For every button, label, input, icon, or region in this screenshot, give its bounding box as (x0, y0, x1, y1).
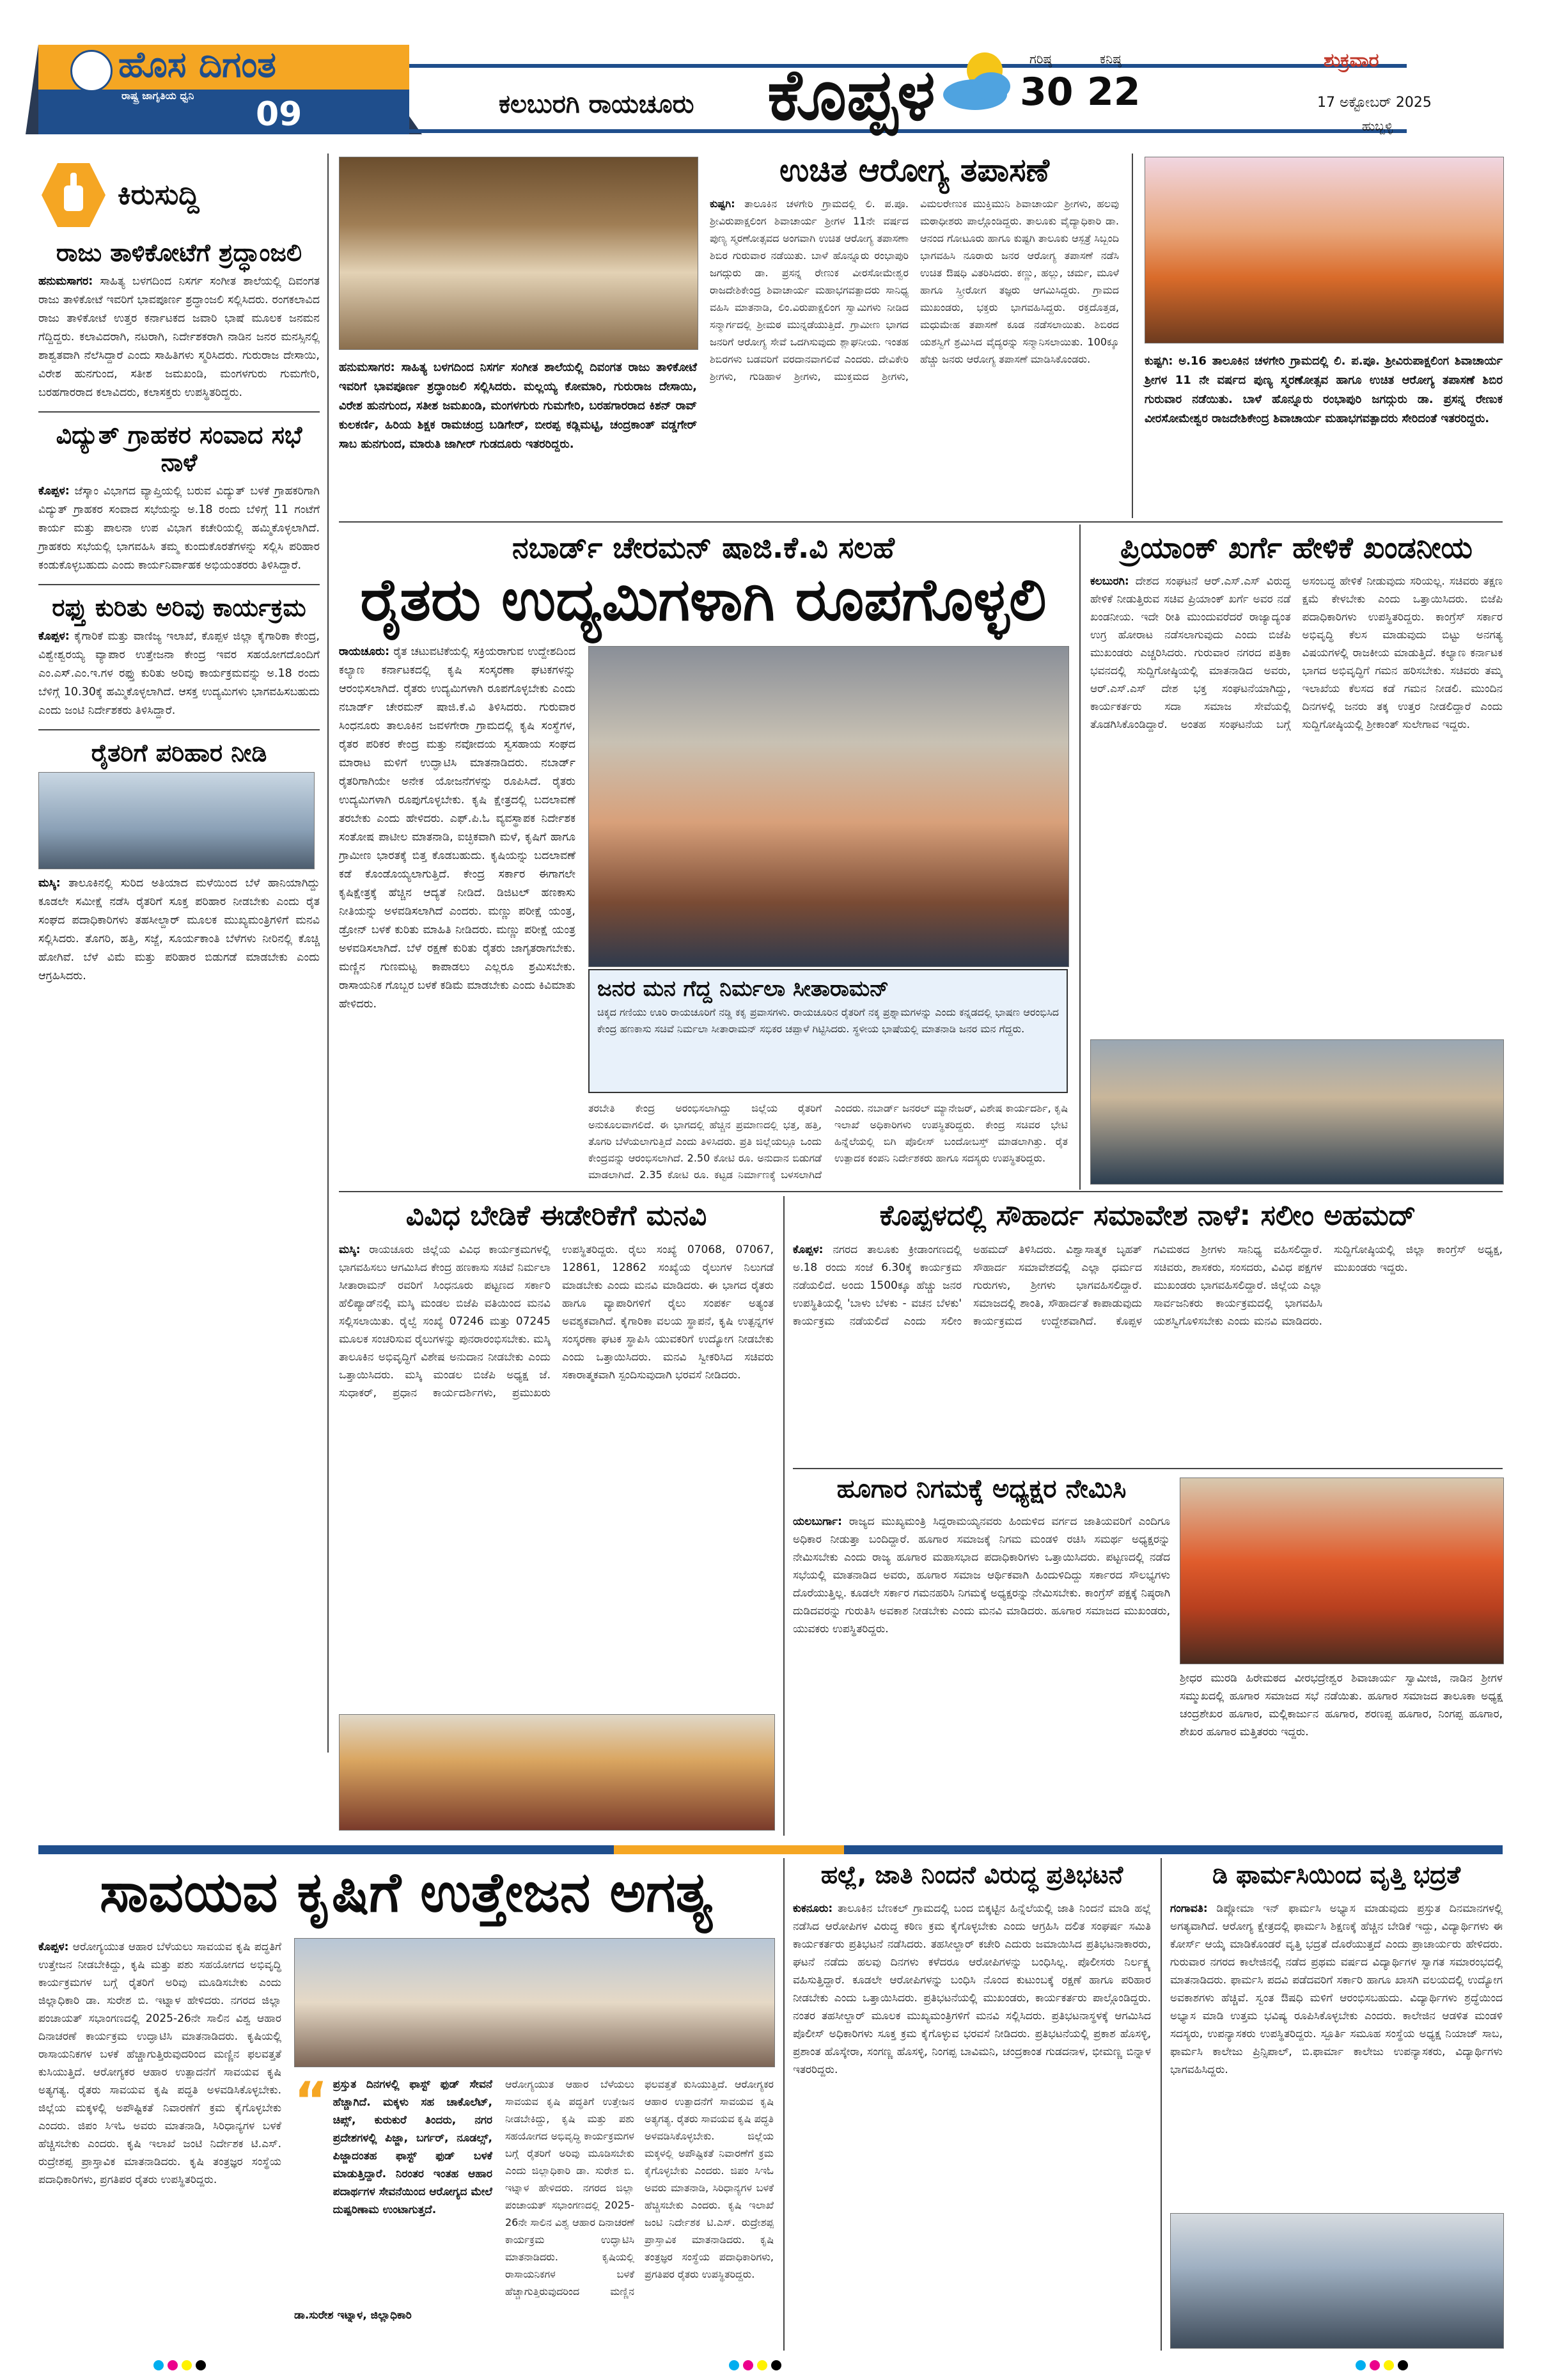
weather-cloud-icon (940, 45, 1017, 115)
organic-dateline: ಕೊಪ್ಪಳ: (38, 1941, 69, 1953)
pharma-body-block (1170, 1900, 1503, 2207)
brief-item (38, 239, 320, 402)
priyank-body: ದೇಶದ ಸಂಘಟನೆ ಆರ್.ಎಸ್.ಎಸ್ ವಿರುದ್ಧ ಹೇಳಿಕೆ ನೀಡುತ್ತಿರುವ ಸಚಿವ ಪ್ರಿಯಾಂಕ್ ಖರ್ಗೆ ಅವರ ನಡೆ ಖಂಡನೀಯ. ಇದೇ ರೀತಿ ಮುಂದುವರೆದರೆ ರಾಜ್ಯಾದ್ಯಂತ ಉಗ್ರ ಹೋರಾಟ ನಡೆಸಲಾಗುವುದು ಎಂದು ಬಿಜೆಪಿ ಮುಖಂಡರು ಎಚ್ಚರಿಸಿದರು. ಗುರುವಾರ ನಗರದ ಪತ್ರಿಕಾ ಭವನದಲ್ಲಿ ಸುದ್ದಿಗೋಷ್ಠಿಯಲ್ಲಿ ಮಾತನಾಡಿದ ಅವರು, ಆರ್.ಎಸ್.ಎಸ್ ದೇಶ ಭಕ್ತ ಸಂಘಟನೆಯಾಗಿದ್ದು, ಕಾರ್ಯಕರ್ತರು ಸದಾ ಸಮಾಜ ಸೇವೆಯಲ್ಲಿ ತೊಡಗಿಸಿಕೊಂಡಿದ್ದಾರೆ. ಅಂತಹ ಸಂಘಟನೆಯ ಬಗ್ಗೆ ಅಸಂಬದ್ಧ ಹೇಳಿಕೆ ನೀಡುವುದು ಸರಿಯಲ್ಲ. ಸಚಿವರು ತಕ್ಷಣ ಕ್ಷಮೆ ಕೇಳಬೇಕು ಎಂದು ಒತ್ತಾಯಿಸಿದರು. ಬಿಜೆಪಿ ಪದಾಧಿಕಾರಿಗಳು ಉಪಸ್ಥಿತರಿದ್ದರು. ಕಾಂಗ್ರೆಸ್ ಸರ್ಕಾರ ಅಭಿವೃದ್ಧಿ ಕೆಲಸ ಮಾಡುವುದು ಬಿಟ್ಟು ಅನಗತ್ಯ ವಿಷಯಗಳಲ್ಲಿ ರಾಜಕೀಯ ಮಾಡುತ್ತಿದೆ. ಕಲ್ಯಾಣ ಕರ್ನಾಟಕ ಭಾಗದ ಅಭಿವೃದ್ಧಿಗೆ ಗಮನ ಹರಿಸಬೇಕು. ಸಚಿವರು ತಮ್ಮ ಇಲಾಖೆಯ ಕೆಲಸದ ಕಡೆ ಗಮನ ನೀಡಲಿ. ಮುಂದಿನ ದಿನಗಳಲ್ಲಿ ಜನರು ತಕ್ಕ ಉತ್ತರ ನೀಡಲಿದ್ದಾರೆ ಎಂದು ಸುದ್ದಿಗೋಷ್ಠಿಯಲ್ಲಿ ಶ್ರೀಕಾಂತ್ ಸುಲೇಗಾವ ಇದ್ದರು. (1090, 575, 1503, 731)
health-title: ಉಚಿತ ಆರೋಗ್ಯ ತಪಾಸಣೆ (779, 152, 1050, 189)
pharma-dateline: ಗಂಗಾವತಿ: (1170, 1902, 1208, 1915)
brief-body: ಜೆಸ್ಕಾಂ ವಿಭಾಗದ ವ್ಯಾಪ್ತಿಯಲ್ಲಿ ಬರುವ ವಿದ್ಯುತ್ ಬಳಕೆ ಗ್ರಾಹಕರಿಗಾಗಿ ವಿದ್ಯುತ್ ಗ್ರಾಹಕರ ಸಂವಾದ ಸಭೆಯನ್ನು ಅ.18 ರಂದು ಬೆಳಿಗ್ಗೆ 11 ಗಂಟೆಗೆ ಕಾರ್ಯ ಮತ್ತು ಪಾಲನಾ ಉಪ ವಿಭಾಗ ಕಚೇರಿಯಲ್ಲಿ ಹಮ್ಮಿಕೊಳ್ಳಲಾಗಿದೆ. ಗ್ರಾಹಕರು ಸಭೆಯಲ್ಲಿ ಭಾಗವಹಿಸಿ ತಮ್ಮ ಕುಂದುಕೊರತೆಗಳನ್ನು ಸಲ್ಲಿಸಿ ಪರಿಹಾರ ಕಂಡುಕೊಳ್ಳಬಹುದು ಎಂದು ಕಾರ್ಯನಿರ್ವಾಹಕ ಅಭಿಯಂತರರು ತಿಳಿಸಿದ್ದಾರೆ. (38, 485, 320, 572)
organic-body-block (38, 1938, 281, 2347)
health-body: ತಾಲೂಕಿನ ಚಳಗೇರಿ ಗ್ರಾಮದಲ್ಲಿ ಲಿ. ಪ.ಪೂ. ಶ್ರೀವಿರುಪಾಕ್ಷಲಿಂಗ ಶಿವಾಚಾರ್ಯ ಶ್ರೀಗಳ 11ನೇ ವರ್ಷದ ಪುಣ್ಯ ಸ್ಮರಣೋತ್ಸವದ ಅಂಗವಾಗಿ ಉಚಿತ ಆರೋಗ್ಯ ತಪಾಸಣಾ ಶಿಬಿರ ಗುರುವಾರ ನಡೆಯಿತು. ಬಾಳೆ ಹೊನ್ನೂರು ರಂಭಾಪುರಿ ಜಗದ್ಗುರು ಡಾ. ಪ್ರಸನ್ನ ರೇಣುಕ ವೀರಸೋಮೇಶ್ವರ ರಾಜದೇಶಿಕೇಂದ್ರ ಶಿವಾಚಾರ್ಯ ಮಹಾಭಗವತ್ಪಾದರು ಸಾನಿಧ್ಯ ವಹಿಸಿ ಮಾತನಾಡಿ, ಲಿಂ.ವಿರುಪಾಕ್ಷಲಿಂಗ ಸ್ವಾಮಿಗಳು ನೀಡಿದ ಸನ್ಮಾರ್ಗದಲ್ಲಿ ಶ್ರೀಮಠ ಮುನ್ನಡೆಯುತ್ತಿದೆ. ಗ್ರಾಮೀಣ ಭಾಗದ ಜನರಿಗೆ ಆರೋಗ್ಯ ಸೇವೆ ಒದಗಿಸುವುದು ಶ್ಲಾಘನೀಯ. ಇಂತಹ ಶಿಬಿರಗಳು ಬಡವರಿಗೆ ವರದಾನವಾಗಲಿವೆ ಎಂದರು. ದೇವಿಕೇರಿ ಶ್ರೀಗಳು, ಗುಡಿಹಾಳ ಶ್ರೀಗಳು, ಮುಕ್ತಮದ ಶ್ರೀಗಳು, ವಿಮಲರೇಣುಕ ಮುಕ್ತಿಮುನಿ ಶಿವಾಚಾರ್ಯ ಶ್ರೀಗಳು, ಹಲವು ಮಠಾಧೀಶರು ಪಾಲ್ಗೊಂಡಿದ್ದರು. ತಾಲೂಕು ವೈದ್ಯಾಧಿಕಾರಿ ಡಾ. ಆನಂದ ಗೋಟೂರು ಹಾಗೂ ಕುಷ್ಟಗಿ ತಾಲೂಕು ಆಸ್ಪತ್ರೆ ಸಿಬ್ಬಂದಿ ಭಾಗವಹಿಸಿ ನೂರಾರು ಜನರ ಆರೋಗ್ಯ ತಪಾಸಣೆ ನಡೆಸಿ ಉಚಿತ ಔಷಧಿ ವಿತರಿಸಿದರು. ಕಣ್ಣು, ಹಲ್ಲು, ಚರ್ಮ, ಮೂಳೆ ಹಾಗೂ ಸ್ತ್ರೀರೋಗ ತಜ್ಞರು ಆಗಮಿಸಿದ್ದರು. ಗ್ರಾಮದ ಮುಖಂಡರು, ಭಕ್ತರು ಭಾಗವಹಿಸಿದ್ದರು. ರಕ್ತದೊತ್ತಡ, ಮಧುಮೇಹ ತಪಾಸಣೆ ಕೂಡ ನಡೆಸಲಾಯಿತು. ಶಿಬಿರದ ಯಶಸ್ವಿಗೆ ಶ್ರಮಿಸಿದ ವೈದ್ಯರನ್ನು ಸನ್ಮಾನಿಸಲಾಯಿತು. 100ಕ್ಕೂ ಹೆಚ್ಚು ಜನರು ಆರೋಗ್ಯ ತಪಾಸಣೆ ಮಾಡಿಸಿಕೊಂಡರು. (710, 198, 1119, 382)
brief-dateline: ಕೊಪ್ಪಳ: (38, 629, 70, 643)
brief-dateline: ಕೊಪ್ಪಳ: (38, 485, 70, 498)
tribute-photo-caption: ಹನುಮಸಾಗರ: ಸಾಹಿತ್ಯ ಬಳಗದಿಂದ ನಿಸರ್ಗ ಸಂಗೀತ ಶಾಲೆಯಲ್ಲಿ ದಿವಂಗತ ರಾಜು ತಾಳಿಕೋಟೆ ಇವರಿಗೆ ಭಾವಪೂರ್ಣ ಶ್ರದ್ಧಾಂಜಲಿ ಸಲ್ಲಿಸಿದರು. ಮಲ್ಲಯ್ಯ ಕೋಮಾರಿ, ಗುರುರಾಜ ದೇಸಾಯಿ, ವಿರೇಶ ಹುನಗುಂದ, ಸತೀಶ ಜಮಖಂಡಿ, ಮಂಗಳಗುರು ಗುಮಗೇರಿ, ಬರಹಗಾರರಾದ ಕಿಶನ್ ರಾವ್ ಕುಲಕರ್ಣಿ, ಹಿರಿಯ ಶಿಕ್ಷಕ ರಾಮಚಂದ್ರ ಬಡಿಗೇರ್, ಬೀರಪ್ಪ ಕಡ್ಲಿಮಟ್ಟಿ, ಚಂದ್ರಕಾಂತ್ ವಡ್ಡಗೇರ್ ಸಾಬ ಹುನಗುಂದ, ಮಾರುತಿ ಜಾಗೀರ್ ಗುಡದೂರು ಇತರರಿದ್ದರು. (339, 361, 697, 451)
organic-body: ಆರೋಗ್ಯಯುತ ಆಹಾರ ಬೆಳೆಯಲು ಸಾವಯವ ಕೃಷಿ ಪದ್ಧತಿಗೆ ಉತ್ತೇಜನ ನೀಡಬೇಕಿದ್ದು, ಕೃಷಿ ಮತ್ತು ಪಶು ಸಹಯೋಗದ ಅಭಿವೃದ್ಧಿ ಕಾರ್ಯಕ್ರಮಗಳ ಬಗ್ಗೆ ರೈತರಿಗೆ ಅರಿವು ಮೂಡಿಸಬೇಕು ಎಂದು ಜಿಲ್ಲಾಧಿಕಾರಿ ಡಾ. ಸುರೇಶ ಬಿ. ಇಟ್ನಾಳ ಹೇಳಿದರು. ನಗರದ ಜಿಲ್ಲಾ ಪಂಚಾಯತ್ ಸಭಾಂಗಣದಲ್ಲಿ 2025-26ನೇ ಸಾಲಿನ ವಿಶ್ವ ಆಹಾರ ದಿನಾಚರಣೆ ಕಾರ್ಯಕ್ರಮ ಉದ್ಘಾಟಿಸಿ ಮಾತನಾಡಿದರು. ಕೃಷಿಯಲ್ಲಿ ರಾಸಾಯನಿಕಗಳ ಬಳಕೆ ಹೆಚ್ಚಾಗುತ್ತಿರುವುದರಿಂದ ಮಣ್ಣಿನ ಫಲವತ್ತತೆ ಕುಸಿಯುತ್ತಿದೆ. ಆರೋಗ್ಯಕರ ಆಹಾರ ಉತ್ಪಾದನೆಗೆ ಸಾವಯವ ಕೃಷಿ ಅತ್ಯಗತ್ಯ. ರೈತರು ಸಾವಯವ ಕೃಷಿ ಪದ್ಧತಿ ಅಳವಡಿಸಿಕೊಳ್ಳಬೇಕು. ಜಿಲ್ಲೆಯ ಮಕ್ಕಳಲ್ಲಿ ಅಪೌಷ್ಟಿಕತೆ ನಿವಾರಣೆಗೆ ಕ್ರಮ ಕೈಗೊಳ್ಳಬೇಕು ಎಂದರು. ಜಿಪಂ ಸಿಇಓ ಅವರು ಮಾತನಾಡಿ, ಸಿರಿಧಾನ್ಯಗಳ ಬಳಕೆ ಹೆಚ್ಚಿಸಬೇಕು ಎಂದರು. ಕೃಷಿ ಇಲಾಖೆ ಜಂಟಿ ನಿರ್ದೇಶಕ ಟಿ.ಎಸ್. ರುದ್ರೇಶಪ್ಪ ಪ್ರಾಸ್ತಾವಿಕ ಮಾತನಾಡಿದರು. ಕೃಷಿ ತಂತ್ರಜ್ಞರ ಸಂಸ್ಥೆಯ ಪದಾಧಿಕಾರಿಗಳು, ಪ್ರಗತಿಪರ ರೈತರು ಉಪಸ್ಥಿತರಿದ್ದರು. (38, 1941, 281, 2186)
salim-body-block (793, 1241, 1503, 1462)
memorandum-photo (339, 1714, 775, 1831)
nabard-body2: ತರಬೇತಿ ಕೇಂದ್ರ ಅರಂಭಿಸಲಾಗಿದ್ದು ಜಿಲ್ಲೆಯ ರೈತರಿಗೆ ಅನುಕೂಲವಾಗಲಿದೆ. ಈ ಭಾಗದಲ್ಲಿ ಹೆಚ್ಚಿನ ಪ್ರಮಾಣದಲ್ಲಿ ಭತ್ತ, ಹತ್ತಿ, ತೊಗರಿ ಬೆಳೆಯಲಾಗುತ್ತಿದೆ ಎಂದು ತಿಳಿಸಿದರು. ಪ್ರತಿ ಜಿಲ್ಲೆಯಲ್ಲೂ ಒಂದು ಕೇಂದ್ರವನ್ನು ಆರಂಭಿಸಲಾಗಿದೆ. 2.50 ಕೋಟಿ ರೂ. ಅನುದಾನ ಬಿಡುಗಡೆ ಮಾಡಲಾಗಿದೆ. 2.35 ಕೋಟಿ ರೂ. ಕಟ್ಟಡ ನಿರ್ಮಾಣಕ್ಕೆ ಬಳಸಲಾಗಿದೆ ಎಂದರು. ನಬಾರ್ಡ್ ಜನರಲ್ ಮ್ಯಾನೇಜರ್, ವಿಶೇಷ ಕಾರ್ಯದರ್ಶಿ, ಕೃಷಿ ಇಲಾಖೆ ಅಧಿಕಾರಿಗಳು ಉಪಸ್ಥಿತರಿದ್ದರು. ಕೇಂದ್ರ ಸಚಿವರ ಭೇಟಿ ಹಿನ್ನೆಲೆಯಲ್ಲಿ ಬಿಗಿ ಪೊಲೀಸ್ ಬಂದೋಬಸ್ತ್ ಮಾಡಲಾಗಿತ್ತು. ರೈತ ಉತ್ಪಾದಕ ಕಂಪನಿ ನಿರ್ದೇಶಕರು ಹಾಗೂ ಸದಸ್ಯರು ಉಪಸ್ಥಿತರಿದ್ದರು. (588, 1102, 1068, 1181)
column-divider (1161, 1858, 1162, 2351)
kirusuddi-header (38, 160, 320, 230)
brief-title: ವಿದ್ಯುತ್ ಗ್ರಾಹಕರ ಸಂವಾದ ಸಭೆ ನಾಳೆ (56, 420, 302, 477)
quote-box (294, 2071, 492, 2344)
protest-body-block (793, 1900, 1151, 2347)
masthead (0, 0, 1541, 154)
nabard-dateline: ರಾಯಚೂರು: (339, 645, 390, 658)
sitharaman-inauguration-photo (588, 646, 1069, 967)
quote-text: ಪ್ರಸ್ತುತ ದಿನಗಳಲ್ಲಿ ಫಾಸ್ಟ್ ಫುಡ್ ಸೇವನೆ ಹೆಚ್ಚಾಗಿದೆ. ಮಕ್ಕಳು ಸಹ ಚಾಕೊಲೆಟ್, ಚಿಪ್ಸ್, ಕುರುಕುರೆ ತಿಂದರು, ನಗರ ಪ್ರದೇಶಗಳಲ್ಲಿ ಪಿಜ್ಜಾ, ಬರ್ಗರ್, ನೂಡಲ್ಸ್, ಪಿಜ್ಜಾದಂತಹ ಫಾಸ್ಟ್ ಫುಡ್ ಬಳಕೆ ಮಾಡುತ್ತಿದ್ದಾರೆ. ನಿರಂತರ ಇಂತಹ ಆಹಾರ ಪದಾರ್ಥಗಳ ಸೇವನೆಯಿಂದ ಆರೋಗ್ಯದ ಮೇಲೆ ದುಷ್ಪರಿಣಾಮ ಉಂಟಾಗುತ್ತದೆ. (332, 2078, 492, 2216)
kirusuddi-column (38, 154, 320, 1753)
nabard-kicker: ನಬಾರ್ಡ್ ಚೇರಮನ್ ಷಾಜಿ.ಕೆ.ವಿ ಸಲಹೆ (512, 530, 895, 565)
section-divider (339, 521, 1503, 523)
brief-body: ಕೈಗಾರಿಕೆ ಮತ್ತು ವಾಣಿಜ್ಯ ಇಲಾಖೆ, ಕೊಪ್ಪಳ ಜಿಲ್ಲಾ ಕೈಗಾರಿಕಾ ಕೇಂದ್ರ, ವಿಶ್ವೇಶ್ವರಯ್ಯ ವ್ಯಾಪಾರ ಉತ್ತೇಜನಾ ಕೇಂದ್ರ ಇವರ ಸಹಯೋಗದೊಂದಿಗೆ ಎಂ.ಎಸ್.ಎಂ.ಇ.ಗಳ ರಫ್ತು ಕುರಿತು ಅರಿವು ಕಾರ್ಯಕ್ರಮವನ್ನು ಅ.18 ರಂದು ಬೆಳಿಗ್ಗೆ 10.30ಕ್ಕೆ ಹಮ್ಮಿಕೊಳ್ಳಲಾಗಿದೆ. ಆಸಕ್ತ ಉದ್ಯಮಿಗಳು ಭಾಗವಹಿಸಬಹುದು ಎಂದು ಜಂಟಿ ನಿರ್ದೇಶಕರು ತಿಳಿಸಿದ್ದಾರೆ. (38, 629, 320, 717)
pharma-title: ಡಿ ಫಾರ್ಮಸಿಯಿಂದ ವೃತ್ತಿ ಭದ್ರತೆ (1212, 1861, 1461, 1889)
registration-marks-left (153, 2360, 210, 2373)
tribute-group-photo (339, 157, 698, 350)
registration-marks-right (1356, 2360, 1412, 2373)
organic-body-cont: ಆರೋಗ್ಯಯುತ ಆಹಾರ ಬೆಳೆಯಲು ಸಾವಯವ ಕೃಷಿ ಪದ್ಧತಿಗೆ ಉತ್ತೇಜನ ನೀಡಬೇಕಿದ್ದು, ಕೃಷಿ ಮತ್ತು ಪಶು ಸಹಯೋಗದ ಅಭಿವೃದ್ಧಿ ಕಾರ್ಯಕ್ರಮಗಳ ಬಗ್ಗೆ ರೈತರಿಗೆ ಅರಿವು ಮೂಡಿಸಬೇಕು ಎಂದು ಜಿಲ್ಲಾಧಿಕಾರಿ ಡಾ. ಸುರೇಶ ಬಿ. ಇಟ್ನಾಳ ಹೇಳಿದರು. ನಗರದ ಜಿಲ್ಲಾ ಪಂಚಾಯತ್ ಸಭಾಂಗಣದಲ್ಲಿ 2025-26ನೇ ಸಾಲಿನ ವಿಶ್ವ ಆಹಾರ ದಿನಾಚರಣೆ ಕಾರ್ಯಕ್ರಮ ಉದ್ಘಾಟಿಸಿ ಮಾತನಾಡಿದರು. ಕೃಷಿಯಲ್ಲಿ ರಾಸಾಯನಿಕಗಳ ಬಳಕೆ ಹೆಚ್ಚಾಗುತ್ತಿರುವುದರಿಂದ ಮಣ್ಣಿನ ಫಲವತ್ತತೆ ಕುಸಿಯುತ್ತಿದೆ. ಆರೋಗ್ಯಕರ ಆಹಾರ ಉತ್ಪಾದನೆಗೆ ಸಾವಯವ ಕೃಷಿ ಅತ್ಯಗತ್ಯ. ರೈತರು ಸಾವಯವ ಕೃಷಿ ಪದ್ಧತಿ ಅಳವಡಿಸಿಕೊಳ್ಳಬೇಕು. ಜಿಲ್ಲೆಯ ಮಕ್ಕಳಲ್ಲಿ ಅಪೌಷ್ಟಿಕತೆ ನಿವಾರಣೆಗೆ ಕ್ರಮ ಕೈಗೊಳ್ಳಬೇಕು ಎಂದರು. ಜಿಪಂ ಸಿಇಓ ಅವರು ಮಾತನಾಡಿ, ಸಿರಿಧಾನ್ಯಗಳ ಬಳಕೆ ಹೆಚ್ಚಿಸಬೇಕು ಎಂದರು. ಕೃಷಿ ಇಲಾಖೆ ಜಂಟಿ ನಿರ್ದೇಶಕ ಟಿ.ಎಸ್. ರುದ್ರೇಶಪ್ಪ ಪ್ರಾಸ್ತಾವಿಕ ಮಾತನಾಡಿದರು. ಕೃಷಿ ತಂತ್ರಜ್ಞರ ಸಂಸ್ಥೆಯ ಪದಾಧಿಕಾರಿಗಳು, ಪ್ರಗತಿಪರ ರೈತರು ಉಪಸ್ಥಿತರಿದ್ದರು. (505, 2078, 774, 2297)
hugar-dateline: ಯಲಬುರ್ಗಾ: (793, 1515, 842, 1528)
pharma-body: ಡಿಪ್ಲೋಮಾ ಇನ್ ಫಾರ್ಮಸಿ ಅಭ್ಯಾಸ ಮಾಡುವುದು ಪ್ರಸ್ತುತ ದಿನಮಾನಗಳಲ್ಲಿ ಅಗತ್ಯವಾಗಿದೆ. ಆರೋಗ್ಯ ಕ್ಷೇತ್ರದಲ್ಲಿ ಫಾರ್ಮಸಿ ಶಿಕ್ಷಣಕ್ಕೆ ಹೆಚ್ಚಿನ ಬೇಡಿಕೆ ಇದ್ದು, ವಿದ್ಯಾರ್ಥಿಗಳು ಈ ಕೋರ್ಸ್ ಆಯ್ಕೆ ಮಾಡಿಕೊಂಡರೆ ವೃತ್ತಿ ಭದ್ರತೆ ದೊರೆಯುತ್ತದೆ ಎಂದು ಪ್ರಾಚಾರ್ಯರು ಹೇಳಿದರು. ಗುರುವಾರ ನಗರದ ಕಾಲೇಜಿನಲ್ಲಿ ನಡೆದ ಪ್ರಥಮ ವರ್ಷದ ವಿದ್ಯಾರ್ಥಿಗಳ ಸ್ವಾಗತ ಸಮಾರಂಭದಲ್ಲಿ ಮಾತನಾಡಿದರು. ಫಾರ್ಮಸಿ ಪದವಿ ಪಡೆದವರಿಗೆ ಸರ್ಕಾರಿ ಹಾಗೂ ಖಾಸಗಿ ವಲಯದಲ್ಲಿ ಉದ್ಯೋಗ ಅವಕಾಶಗಳು ಹೆಚ್ಚಿವೆ. ಸ್ವಂತ ಔಷಧಿ ಮಳಿಗೆ ಆರಂಭಿಸಬಹುದು. ವಿದ್ಯಾರ್ಥಿಗಳು ಶ್ರದ್ಧೆಯಿಂದ ಅಭ್ಯಾಸ ಮಾಡಿ ಉತ್ತಮ ಭವಿಷ್ಯ ರೂಪಿಸಿಕೊಳ್ಳಬೇಕು ಎಂದರು. ಕಾಲೇಜಿನ ಆಡಳಿತ ಮಂಡಳಿ ಸದಸ್ಯರು, ಉಪನ್ಯಾಸಕರು ಉಪಸ್ಥಿತರಿದ್ದರು. ಸ್ಪೂರ್ತಿ ಸಮೂಹ ಸಂಸ್ಥೆಯ ಅಧ್ಯಕ್ಷ ನಿಯಾಜ್ ಸಾಬ, ಫಾರ್ಮಸಿ ಕಾಲೇಜು ಪ್ರಿನ್ಸಿಪಾಲ್, ಬಿ.ಫಾರ್ಮಾ ಕಾಲೇಜು ಉಪನ್ಯಾಸಕರು, ವಿದ್ಯಾರ್ಥಿಗಳು ಭಾಗವಹಿಸಿದ್ದರು. (1170, 1902, 1503, 2076)
brief-item (38, 739, 320, 986)
organic-title: ಸಾವಯವ ಕೃಷಿಗೆ ಉತ್ತೇಜನ ಅಗತ್ಯ (99, 1861, 713, 1925)
priyank-body-block (1090, 572, 1503, 1033)
brief-item (38, 422, 320, 575)
day-label: ಶುಕ್ರವಾರ (1324, 49, 1379, 72)
date-label: 17 ಅಕ್ಟೋಬರ್ 2025 (1317, 95, 1432, 111)
brief-item (38, 594, 320, 720)
nabard-body-block (339, 643, 575, 1180)
divider (38, 411, 320, 413)
min-temp-label: ಕನಿಷ್ಠ (1100, 51, 1122, 67)
kirusuddi-label: ಕಿರುಸುದ್ದಿ (118, 178, 199, 211)
brief-title: ರಾಜು ತಾಳಿಕೋಟೆಗೆ ಶ್ರದ್ಧಾಂಜಲಿ (56, 239, 302, 267)
logo-emblem-icon (70, 50, 113, 92)
page-number: 09 (256, 95, 302, 134)
salim-title: ಕೊಪ್ಪಳದಲ್ಲಿ ಸೌಹಾರ್ದ ಸಮಾವೇಶ ನಾಳೆ: ಸಲೀಂ ಅಹಮದ್ (879, 1199, 1416, 1232)
district-cities: ಕಲಬುರಗಿ ರಾಯಚೂರು (499, 90, 694, 119)
edition-label: ಹುಬ್ಬಳ್ಳಿ (1362, 118, 1393, 134)
brief-body: ಸಾಹಿತ್ಯ ಬಳಗದಿಂದ ನಿಸರ್ಗ ಸಂಗೀತ ಶಾಲೆಯಲ್ಲಿ ದಿವಂಗತ ರಾಜು ತಾಳಿಕೋಟೆ ಇವರಿಗೆ ಭಾವಪೂರ್ಣ ಶ್ರದ್ಧಾಂಜಲಿ ಸಲ್ಲಿಸಿದರು. ರಂಗಕಲಾವಿದ ರಾಜು ತಾಳಿಕೋಟೆ ಉತ್ತರ ಕರ್ನಾಟಕದ ಜವಾರಿ ಭಾಷೆ ಮೂಲಕ ಜನಮನ ಗೆದ್ದಿದ್ದರು. ಕಲಾವಿದರಾಗಿ, ನಟರಾಗಿ, ನಿರ್ದೇಶಕರಾಗಿ ನಾಡಿನ ಜನರ ಮನಸ್ಸಿನಲ್ಲಿ ಶಾಶ್ವತವಾಗಿ ನೆಲೆಸಿದ್ದಾರೆ ಎಂದು ಸಾಹಿತಿಗಳು ಸ್ಮರಿಸಿದರು. ಗುರುರಾಜ ದೇಸಾಯಿ, ವಿರೇಶ ಹುನಗುಂದ, ಸತೀಶ ಜಮಖಂಡಿ, ಮಂಗಳಗುರು ಗುಮಗೇರಿ, ಬರಹಗಾರರಾದ ಕಲಾವಿದರು, ಕಲಾಸಕ್ತರು ಉಪಸ್ಥಿತರಿದ್ದರು. (38, 274, 320, 399)
registration-marks-center (729, 2360, 785, 2373)
column-divider (327, 154, 329, 1753)
protest-dateline: ಕುಕನೂರು: (793, 1902, 833, 1915)
maski-dateline: ಮಸ್ಕಿ: (339, 1243, 361, 1256)
health-body-block (710, 195, 1119, 515)
quote-author: ಡಾ.ಸುರೇಶ ಇಟ್ನಾಳ, ಜಿಲ್ಲಾಧಿಕಾರಿ (294, 2309, 412, 2322)
divider (38, 729, 320, 730)
section-divider (793, 1468, 1503, 1469)
inset-body: ಚಿಕ್ಕದ ಗಣಿಯು ಊರಿ ರಾಯಚೂರಿಗೆ ನಡ್ಡಿ ಕಕೃ ಪ್ರವಾಸಗಳು. ರಾಯಚೂರಿನ ರೈತರಿಗೆ ನಕ್ಕ ಪ್ರಶ್ನಾಮಗಳನ್ನು ಎಂದು ಕನ್ನಡದಲ್ಲಿ ಭಾಷಣ ಆರಂಭಿಸಿದ ಕೇಂದ್ರ ಹಣಕಾಸು ಸಚಿವೆ ನಿರ್ಮಲಾ ಸೀತಾರಾಮನ್ ಸಭಿಕರ ಚಪ್ಪಾಳೆ ಗಿಟ್ಟಿಸಿದರು. ಸ್ಥಳೀಯ ಭಾಷೆಯಲ್ಲಿ ಮಾತನಾಡಿ ಜನರ ಮನ ಗೆದ್ದರು. (597, 1006, 1059, 1036)
brief-dateline: ಮಸ್ಕಿ: (38, 877, 61, 890)
hand-pointer-icon (38, 160, 109, 230)
protest-body: ತಾಲೂಕಿನ ಬೆಣಕಲ್ ಗ್ರಾಮದಲ್ಲಿ ಬಂದ ಬಿಕ್ಕಟ್ಟಿನ ಹಿನ್ನೆಲೆಯಲ್ಲಿ ಜಾತಿ ನಿಂದನೆ ಮಾಡಿ ಹಲ್ಲೆ ನಡೆಸಿದ ಆರೋಪಿಗಳ ವಿರುದ್ಧ ಕಠಿಣ ಕ್ರಮ ಕೈಗೊಳ್ಳಬೇಕು ಎಂದು ಆಗ್ರಹಿಸಿ ದಲಿತ ಸಂಘರ್ಷ ಸಮಿತಿ ಕಾರ್ಯಕರ್ತರು ಪ್ರತಿಭಟನೆ ನಡೆಸಿದರು. ತಹಸೀಲ್ದಾರ್ ಕಚೇರಿ ಎದುರು ಜಮಾಯಿಸಿದ ಪ್ರತಿಭಟನಾಕಾರರು, ಘಟನೆ ನಡೆದು ಹಲವು ದಿನಗಳು ಕಳೆದರೂ ಆರೋಪಿಗಳನ್ನು ಬಂಧಿಸಿಲ್ಲ. ಪೊಲೀಸರು ನಿರ್ಲಕ್ಷ್ಯ ವಹಿಸುತ್ತಿದ್ದಾರೆ. ಕೂಡಲೇ ಆರೋಪಿಗಳನ್ನು ಬಂಧಿಸಿ ನೊಂದ ಕುಟುಂಬಕ್ಕೆ ರಕ್ಷಣೆ ಹಾಗೂ ಪರಿಹಾರ ನೀಡಬೇಕು ಎಂದು ಒತ್ತಾಯಿಸಿದರು. ಪ್ರತಿಭಟನೆಯಲ್ಲಿ ಮುಖಂಡರು, ಕಾರ್ಯಕರ್ತರು ಪಾಲ್ಗೊಂಡಿದ್ದರು. ನಂತರ ತಹಸೀಲ್ದಾರ್ ಮೂಲಕ ಮುಖ್ಯಮಂತ್ರಿಗಳಿಗೆ ಮನವಿ ಸಲ್ಲಿಸಿದರು. ಪ್ರತಿಭಟನಾಸ್ಥಳಕ್ಕೆ ಆಗಮಿಸಿದ ಪೊಲೀಸ್ ಅಧಿಕಾರಿಗಳು ಸೂಕ್ತ ಕ್ರಮ ಕೈಗೊಳ್ಳುವ ಭರವಸೆ ನೀಡಿದರು. ಪ್ರತಿಭಟನೆಯಲ್ಲಿ ಪ್ರಕಾಶ ಹೊಸಳ್ಳಿ, ಪ್ರಶಾಂತ ಹೊಸ್ಕೇರಾ, ಸಂಗಣ್ಣ ಹೊಸಳ್ಳಿ, ನಿಂಗಪ್ಪ ಬಾವಿಮನಿ, ಚಂದ್ರಕಾಂತ ಗುಡದನಾಳ, ಭೀಮಣ್ಣ ಬಿನ್ನಾಳ ಇತರರಿದ್ದರು. (793, 1902, 1151, 2076)
nabard-title: ರೈತರು ಉದ್ಯಮಿಗಳಾಗಿ ರೂಪಗೊಳ್ಳಲಿ (360, 565, 1047, 634)
priyank-title: ಪ್ರಿಯಾಂಕ್ ಖರ್ಗೆ ಹೇಳಿಕೆ ಖಂಡನೀಯ (1120, 530, 1473, 565)
press-meet-photo (1090, 1039, 1504, 1185)
hugar-title: ಹೂಗಾರ ನಿಗಮಕ್ಕೆ ಅಧ್ಯಕ್ಷರ ನೇಮಿಸಿ (836, 1474, 1127, 1504)
brief-title: ರಫ್ತು ಕುರಿತು ಅರಿವು ಕಾರ್ಯಕ್ರಮ (52, 594, 306, 622)
column-divider (1079, 524, 1081, 1190)
protest-title: ಹಲ್ಲೆ, ಜಾತಿ ನಿಂದನೆ ವಿರುದ್ಧ ಪ್ರತಿಭಟನೆ (820, 1861, 1123, 1889)
column-divider (1132, 154, 1133, 518)
hugar-meeting-photo (1180, 1478, 1504, 1664)
farmers-protest-photo (38, 772, 315, 869)
health-dateline: ಕುಷ್ಟಗಿ: (710, 198, 735, 210)
food-day-photo (294, 1938, 775, 2067)
logo-text: ಹೊಸ ದಿಗಂತ (118, 44, 276, 86)
pharma-students-photo (1170, 2213, 1504, 2349)
hugar-body: ರಾಜ್ಯದ ಮುಖ್ಯಮಂತ್ರಿ ಸಿದ್ದರಾಮಯ್ಯನವರು ಹಿಂದುಳಿದ ವರ್ಗದ ಜಾತಿಯವರಿಗೆ ಎಂದಿಗೂ ಅಧಿಕಾರ ನೀಡುತ್ತಾ ಬಂದಿದ್ದಾರೆ. ಹೂಗಾರ ಸಮಾಜಕ್ಕೆ ನಿಗಮ ಮಂಡಳಿ ರಚಿಸಿ ಸಮರ್ಥ ಅಧ್ಯಕ್ಷರನ್ನು ನೇಮಿಸಬೇಕು ಎಂದು ರಾಜ್ಯ ಹೂಗಾರ ಮಹಾಸಭಾದ ಪದಾಧಿಕಾರಿಗಳು ಒತ್ತಾಯಿಸಿದರು. ಪಟ್ಟಣದಲ್ಲಿ ನಡೆದ ಸಭೆಯಲ್ಲಿ ಮಾತನಾಡಿದ ಅವರು, ಹೂಗಾರ ಸಮಾಜ ಆರ್ಥಿಕವಾಗಿ ಹಿಂದುಳಿದಿದ್ದು ಸರ್ಕಾರದ ಸೌಲಭ್ಯಗಳು ದೊರೆಯುತ್ತಿಲ್ಲ. ಕೂಡಲೇ ಸರ್ಕಾರ ಗಮನಹರಿಸಿ ನಿಗಮಕ್ಕೆ ಅಧ್ಯಕ್ಷರನ್ನು ನೇಮಿಸಬೇಕು. ಕಾಂಗ್ರೆಸ್ ಪಕ್ಷಕ್ಕೆ ನಿಷ್ಠರಾಗಿ ದುಡಿದವರನ್ನು ಗುರುತಿಸಿ ಅವಕಾಶ ನೀಡಬೇಕು ಎಂದು ಮನವಿ ಮಾಡಿದರು. ಹೂಗಾರ ಸಮಾಜದ ಮುಖಂಡರು, ಯುವಕರು ಉಪಸ್ಥಿತರಿದ್ದರು. (793, 1515, 1170, 1635)
logo-tagline: ರಾಷ್ಟ್ರ ಜಾಗೃತಿಯ ಧ್ವನಿ (121, 90, 194, 102)
column-divider (783, 1858, 785, 2351)
health-photo-caption: ಕುಷ್ಟಗಿ: ಅ.16 ತಾಲೂಕಿನ ಚಳಗೇರಿ ಗ್ರಾಮದಲ್ಲಿ ಲಿ. ಪ.ಪೂ. ಶ್ರೀವಿರುಪಾಕ್ಷಲಿಂಗ ಶಿವಾಚಾರ್ಯ ಶ್ರೀಗಳ 11 ನೇ ವರ್ಷದ ಪುಣ್ಯ ಸ್ಮರಣೋತ್ಸವ ಹಾಗೂ ಉಚಿತ ಆರೋಗ್ಯ ತಪಾಸಣೆ ಶಿಬಿರ ಗುರುವಾರ ನಡೆಯಿತು. ಬಾಳೆ ಹೊನ್ನೂರು ರಂಭಾಪುರಿ ಜಗದ್ಗುರು ಡಾ. ಪ್ರಸನ್ನ ರೇಣುಕ ವೀರಸೋಮೇಶ್ವರ ರಾಜದೇಶಿಕೇಂದ್ರ ಶಿವಾಚಾರ್ಯ ಮಹಾಭಗವತ್ಪಾದರು ಸೇರಿದಂತೆ ಇತರರಿದ್ದರು. (1145, 354, 1503, 425)
salim-body: ನಗರದ ತಾಲೂಕು ಕ್ರೀಡಾಂಗಣದಲ್ಲಿ ಅ.18 ರಂದು ಸಂಜೆ 6.30ಕ್ಕೆ ಕಾರ್ಯಕ್ರಮ ನಡೆಯಲಿದೆ. ಅಂದು 1500ಕ್ಕೂ ಹೆಚ್ಚು ಜನರ ಉಪಸ್ಥಿತಿಯಲ್ಲಿ 'ಬಾಳು ಬೆಳಕು - ವಚನ ಬೆಳಕು' ಕಾರ್ಯಕ್ರಮ ನಡೆಯಲಿದೆ ಎಂದು ಸಲೀಂ ಅಹಮದ್ ತಿಳಿಸಿದರು. ವಿಶ್ವಾಸಾತ್ಮಕ ಬೃಹತ್ ಸೌಹಾರ್ದ ಸಮಾವೇಶದಲ್ಲಿ ಎಲ್ಲಾ ಧರ್ಮದ ಗುರುಗಳು, ಶ್ರೀಗಳು ಭಾಗವಹಿಸಲಿದ್ದಾರೆ. ಸಮಾಜದಲ್ಲಿ ಶಾಂತಿ, ಸೌಹಾರ್ದತೆ ಕಾಪಾಡುವುದು ಕಾರ್ಯಕ್ರಮದ ಉದ್ದೇಶವಾಗಿದೆ. ಕೊಪ್ಪಳ ಗವಿಮಠದ ಶ್ರೀಗಳು ಸಾನಿಧ್ಯ ವಹಿಸಲಿದ್ದಾರೆ. ಸಚಿವರು, ಶಾಸಕರು, ಸಂಸದರು, ವಿವಿಧ ಪಕ್ಷಗಳ ಮುಖಂಡರು ಭಾಗವಹಿಸಲಿದ್ದಾರೆ. ಜಿಲ್ಲೆಯ ಎಲ್ಲಾ ಸಾರ್ವಜನಿಕರು ಕಾರ್ಯಕ್ರಮದಲ್ಲಿ ಭಾಗವಹಿಸಿ ಯಶಸ್ವಿಗೊಳಿಸಬೇಕು ಎಂದು ಮನವಿ ಮಾಡಿದರು. ಸುದ್ದಿಗೋಷ್ಠಿಯಲ್ಲಿ ಜಿಲ್ಲಾ ಕಾಂಗ್ರೆಸ್ ಅಧ್ಯಕ್ಷ, ಮುಖಂಡರು ಇದ್ದರು. (793, 1243, 1503, 1328)
district-title: ಕೊಪ್ಪಳ (767, 54, 935, 136)
quote-mark-icon: “ (294, 2071, 328, 2131)
maski-body: ರಾಯಚೂರು ಜಿಲ್ಲೆಯ ವಿವಿಧ ಕಾರ್ಯಕ್ರಮಗಳಲ್ಲಿ ಭಾಗವಹಿಸಲು ಆಗಮಿಸಿದ ಕೇಂದ್ರ ಹಣಕಾಸು ಸಚಿವೆ ನಿರ್ಮಲಾ ಸೀತಾರಾಮನ್ ರವರಿಗೆ ಸಿಂಧನೂರು ಪಟ್ಟಣದ ಸರ್ಕಾರಿ ಹೆಲಿಪ್ಯಾಡ್‌ನಲ್ಲಿ ಮಸ್ಕಿ ಮಂಡಲ ಬಿಜೆಪಿ ವತಿಯಿಂದ ಮನವಿ ಸಲ್ಲಿಸಲಾಯಿತು. ರೈಲ್ವೆ ಸಂಖ್ಯೆ 07246 ಮತ್ತು 07245 ಮೂಲಕ ಸಂಚರಿಸುವ ರೈಲುಗಳನ್ನು ಪುನರಾರಂಭಿಸಬೇಕು. ಮಸ್ಕಿ ತಾಲೂಕಿನ ಅಭಿವೃದ್ಧಿಗೆ ವಿಶೇಷ ಅನುದಾನ ನೀಡಬೇಕು ಎಂದು ಒತ್ತಾಯಿಸಿದರು. ಮಸ್ಕಿ ಮಂಡಲ ಬಿಜೆಪಿ ಅಧ್ಯಕ್ಷ ಜೆ. ಸುಧಾಕರ್, ಪ್ರಧಾನ ಕಾರ್ಯದರ್ಶಿಗಳು, ಪ್ರಮುಖರು ಉಪಸ್ಥಿತರಿದ್ದರು. ರೈಲು ಸಂಖ್ಯೆ 07068, 07067, 12861, 12862 ಸಂಖ್ಯೆಯ ರೈಲುಗಳ ನಿಲುಗಡೆ ಮಾಡಬೇಕು ಎಂದು ಮನವಿ ಮಾಡಿದರು. ಈ ಭಾಗದ ರೈತರು ಹಾಗೂ ವ್ಯಾಪಾರಿಗಳಿಗೆ ರೈಲು ಸಂಪರ್ಕ ಅತ್ಯಂತ ಅವಶ್ಯಕವಾಗಿದೆ. ಕೈಗಾರಿಕಾ ವಲಯ ಸ್ಥಾಪನೆ, ಕೃಷಿ ಉತ್ಪನ್ನಗಳ ಸಂಸ್ಕರಣಾ ಘಟಕ ಸ್ಥಾಪಿಸಿ ಯುವಕರಿಗೆ ಉದ್ಯೋಗ ನೀಡಬೇಕು ಎಂದು ಒತ್ತಾಯಿಸಿದರು. ಮನವಿ ಸ್ವೀಕರಿಸಿದ ಸಚಿವರು ಸಕಾರಾತ್ಮಕವಾಗಿ ಸ್ಪಂದಿಸುವುದಾಗಿ ಭರವಸೆ ನೀಡಿದರು. (339, 1243, 774, 1399)
brief-body: ತಾಲೂಕಿನಲ್ಲಿ ಸುರಿದ ಅತಿಯಾದ ಮಳೆಯಿಂದ ಬೆಳೆ ಹಾನಿಯಾಗಿದ್ದು ಕೂಡಲೇ ಸಮೀಕ್ಷೆ ನಡೆಸಿ ರೈತರಿಗೆ ಸೂಕ್ತ ಪರಿಹಾರ ನೀಡಬೇಕು ಎಂದು ರೈತ ಸಂಘದ ಪದಾಧಿಕಾರಿಗಳು ತಹಸೀಲ್ದಾರ್ ಮೂಲಕ ಮುಖ್ಯಮಂತ್ರಿಗಳಿಗೆ ಮನವಿ ಸಲ್ಲಿಸಿದರು. ತೊಗರಿ, ಹತ್ತಿ, ಸಜ್ಜೆ, ಸೂರ್ಯಕಾಂತಿ ಬೆಳೆಗಳು ನೀರಿನಲ್ಲಿ ಕೊಚ್ಚಿ ಹೋಗಿವೆ. ಬೆಳೆ ವಿಮೆ ಮತ್ತು ಪರಿಹಾರ ಬಿಡುಗಡೆ ಮಾಡಬೇಕು ಎಂದು ಆಗ್ರಹಿಸಿದರು. (38, 877, 320, 983)
inset-box (588, 969, 1068, 1093)
divider (38, 584, 320, 585)
nabard-body: ರೈತ ಚಟುವಟಿಕೆಯಲ್ಲಿ ಸಕ್ರಿಯರಾಗುವ ಉದ್ದೇಶದಿಂದ ಕಲ್ಯಾಣ ಕರ್ನಾಟಕದಲ್ಲಿ ಕೃಷಿ ಸಂಸ್ಕರಣಾ ಘಟಕಗಳನ್ನು ಆರಂಭಿಸಲಾಗಿದೆ. ರೈತರು ಉದ್ಯಮಿಗಳಾಗಿ ರೂಪಗೊಳ್ಳಬೇಕು ಎಂದು ನಬಾರ್ಡ್ ಚೇರಮನ್ ಷಾಜಿ.ಕೆ.ವಿ ತಿಳಿಸಿದರು. ಗುರುವಾರ ಸಿಂಧನೂರು ತಾಲೂಕಿನ ಜವಳಗೇರಾ ಗ್ರಾಮದಲ್ಲಿ ಕೃಷಿ ಸಂಸ್ಥೆಗಳ, ರೈತರ ಪರಿಕರ ಕೇಂದ್ರ ಮತ್ತು ನವೋದಯ ಸ್ವಸಹಾಯ ಸಂಘದ ಮಾರಾಟ ಮಳಿಗೆ ಉದ್ಘಾಟಿಸಿ ಮಾತನಾಡಿದರು. ನಬಾರ್ಡ್ ರೈತರಿಗಾಗಿಯೇ ಅನೇಕ ಯೋಜನೆಗಳನ್ನು ರೂಪಿಸಿದೆ. ರೈತರು ಉದ್ಯಮಿಗಳಾಗಿ ರೂಪುಗೊಳ್ಳಬೇಕು. ಕೃಷಿ ಕ್ಷೇತ್ರದಲ್ಲಿ ಬದಲಾವಣೆ ತರಬೇಕು ಎಂದು ಹೇಳಿದರು. ಎಫ್.ಪಿ.ಓ ವ್ಯವಸ್ಥಾಪಕ ನಿರ್ದೇಶಕ ಸಂತೋಷ ಪಾಟೀಲ ಮಾತನಾಡಿ, ಐಚ್ಛಿಕವಾಗಿ ಮಳೆ, ಕೃಷಿಗೆ ಹಾಗೂ ಗ್ರಾಮೀಣ ಭಾರತಕ್ಕೆ ಬಿತ್ತ ಕೊಡಬಹುದು. ಕೃಷಿಯನ್ನು ಬದಲಾವಣೆ ಕಡೆ ಕೊಂಡೊಯ್ಯಲಾಗುತ್ತಿದೆ. ಕೇಂದ್ರ ಸರ್ಕಾರ ಈಗಾಗಲೇ ಕೃಷಿಕ್ಷೇತ್ರಕ್ಕೆ ಹೆಚ್ಚಿನ ಆದ್ಯತೆ ನೀಡಿದೆ. ಡಿಜಿಟಲ್ ಹಣಕಾಸು ನೀತಿಯನ್ನು ಅಳವಡಿಸಲಾಗಿದೆ ಎಂದರು. ಮಣ್ಣು ಪರೀಕ್ಷೆ ಯಂತ್ರ, ಡ್ರೋನ್ ಬಳಕೆ ಕುರಿತು ಮಾಹಿತಿ ನೀಡಿದರು. ಮಣ್ಣು ಪರೀಕ್ಷೆ ಯಂತ್ರ ಅಳವಡಿಸಲಾಗಿದೆ. ಬೆಳೆ ರಕ್ಷಣೆ ಕುರಿತು ರೈತರು ಜಾಗೃತರಾಗಬೇಕು. ಮಣ್ಣಿನ ಗುಣಮಟ್ಟ ಕಾಪಾಡಲು ಎಲ್ಲರೂ ಶ್ರಮಿಸಬೇಕು. ರಾಸಾಯನಿಕ ಗೊಬ್ಬರ ಬಳಕೆ ಕಡಿಮೆ ಮಾಡಬೇಕು ಎಂದು ಕಿವಿಮಾತು ಹೇಳಿದರು. (339, 645, 575, 1011)
max-temp: 30 (1020, 70, 1074, 114)
maski-title: ವಿವಿಧ ಬೇಡಿಕೆ ಈಡೇರಿಕೆಗೆ ಮನವಿ (405, 1199, 707, 1232)
salim-dateline: ಕೊಪ್ಪಳ: (793, 1243, 824, 1256)
color-bar (38, 1845, 1503, 1854)
section-divider (339, 1191, 1503, 1192)
brief-dateline: ಹನುಮಸಾಗರ: (38, 274, 93, 288)
health-camp-photo (1145, 157, 1504, 343)
hugar-photo-caption: ಶ್ರೀಧರ ಮುರಡಿ ಹಿರೇಮಠದ ವೀರಭದ್ರೇಶ್ವರ ಶಿವಾಚಾರ್ಯ ಸ್ವಾಮೀಜಿ, ನಾಡಿನ ಶ್ರೀಗಳ ಸಮ್ಮುಖದಲ್ಲಿ ಹೂಗಾರ ಸಮಾಜದ ಸಭೆ ನಡೆಯಿತು. ಹೂಗಾರ ಸಮಾಜದ ತಾಲೂಕಾ ಅಧ್ಯಕ್ಷ ಚಂದ್ರಶೇಖರ ಹೂಗಾರ, ಮಲ್ಲಿಕಾರ್ಜುನ ಹೂಗಾರ, ಶರಣಪ್ಪ ಹೂಗಾರ, ನಿಂಗಪ್ಪ ಹೂಗಾರ, ಶೇಖರ ಹೂಗಾರ ಮತ್ತಿತರರು ಇದ್ದರು. (1180, 1672, 1503, 1738)
brief-title: ರೈತರಿಗೆ ಪರಿಹಾರ ನೀಡಿ (91, 738, 267, 767)
hugar-body-block (793, 1513, 1170, 1826)
min-temp: 22 (1087, 70, 1141, 114)
inset-title: ಜನರ ಮನ ಗೆದ್ದ ನಿರ್ಮಲಾ ಸೀತಾರಾಮನ್ (597, 976, 889, 1002)
max-temp-label: ಗರಿಷ್ಠ (1029, 51, 1052, 67)
priyank-dateline: ಕಲಬುರಗಿ: (1090, 575, 1129, 588)
maski-body-block (339, 1241, 774, 1708)
column-divider (783, 1196, 785, 1836)
